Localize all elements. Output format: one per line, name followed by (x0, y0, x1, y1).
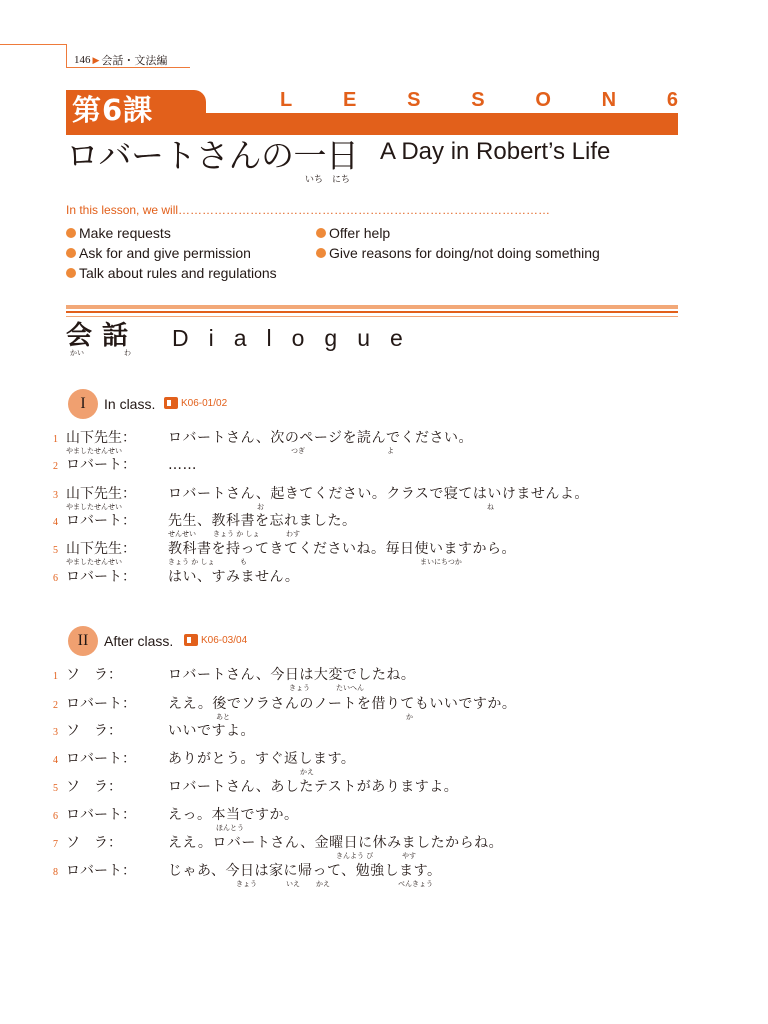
bullet-icon (66, 268, 76, 278)
speaker-name: ロバート： (66, 807, 136, 823)
furigana: わす (286, 530, 300, 538)
furigana: きょう か しょ (213, 530, 260, 538)
furigana: つぎ (291, 447, 305, 455)
section-badge: I (68, 389, 98, 419)
line-number: 4 (53, 517, 58, 528)
section-badge: II (68, 626, 98, 656)
furigana: かえ (300, 768, 314, 776)
dialogue-line: いいですよ。 (168, 723, 255, 739)
lesson-letter: S (471, 89, 485, 111)
divider (66, 316, 678, 317)
goal-item: Ask for and give permission (66, 245, 251, 261)
dialogue-line: えっ。本当ですか。 (168, 807, 299, 823)
speaker-name: ロバート： (66, 863, 136, 879)
header-rule (0, 44, 66, 45)
speaker-name: ソ ラ： (66, 835, 122, 851)
lesson-letter: O (535, 89, 551, 111)
speaker-name: 山下先生： (66, 486, 136, 502)
line-number: 7 (53, 839, 58, 850)
dialogue-line: ええ。ロバートさん、金曜日に休みましたからね。 (168, 835, 504, 851)
line-number: 4 (53, 755, 58, 766)
speaker-name: ロバート： (66, 696, 136, 712)
goals-heading: In this lesson, we will………………………………………………………………………………… (66, 203, 551, 217)
section-name: 会話・文法編 (101, 55, 168, 67)
lesson-word (280, 88, 678, 112)
furigana: も (240, 558, 247, 566)
furigana: たいへん (336, 684, 364, 692)
speaker-name: ロバート： (66, 513, 136, 529)
line-number: 8 (53, 867, 58, 878)
dialogue-heading-ja: 会話 (66, 321, 139, 351)
furigana: ほんとう (216, 824, 244, 832)
lesson-letter: S (407, 89, 421, 111)
furigana: か (406, 713, 413, 721)
section-label: After class. (104, 633, 174, 649)
speaker-name: ソ ラ： (66, 667, 122, 683)
triangle-icon: ▶ (92, 54, 100, 65)
speaker-reading: やましたせんせい (66, 558, 122, 566)
furigana: まいにちつか (420, 558, 462, 566)
speaker-reading: やましたせんせい (66, 447, 122, 455)
divider (66, 311, 678, 313)
line-number: 1 (53, 434, 58, 445)
dialogue-line: ええ。後でソラさんのノートを借りてもいいですか。 (168, 696, 517, 712)
furigana: いえ (286, 880, 300, 888)
speaker-name: ソ ラ： (66, 779, 122, 795)
bullet-icon (66, 228, 76, 238)
lesson-letter: L (280, 89, 293, 111)
line-number: 3 (53, 727, 58, 738)
lesson-title-ja: ロバートさんの一日 (66, 136, 359, 175)
line-number: 3 (53, 490, 58, 501)
speaker-name: ソ ラ： (66, 723, 122, 739)
lesson-letter: 6 (666, 89, 678, 111)
page-reference (74, 52, 167, 68)
furigana: せんせい (168, 530, 196, 538)
divider (66, 305, 678, 309)
dialogue-line: ありがとう。すぐ返します。 (168, 751, 356, 767)
lesson-letter: E (342, 89, 357, 111)
goal-item: Give reasons for doing/not doing something (316, 245, 600, 261)
dialogue-line: はい、すみません。 (168, 569, 300, 585)
line-number: 5 (53, 545, 58, 556)
furigana: やす (402, 852, 416, 860)
heading-reading: かい (70, 349, 84, 357)
heading-reading: わ (124, 349, 131, 357)
dialogue-line: ロバートさん、起きてください。クラスで寝てはいけませんよ。 (168, 486, 589, 502)
line-number: 1 (53, 671, 58, 682)
dialogue-line: …… (168, 457, 197, 473)
line-number: 5 (53, 783, 58, 794)
audio-track[interactable] (184, 634, 247, 646)
header-rule (66, 44, 67, 67)
dialogue-line: ロバートさん、今日は大変でしたね。 (168, 667, 416, 683)
page-number: 146 (74, 54, 91, 66)
furigana: かえ (316, 880, 330, 888)
speaker-name: 山下先生： (66, 430, 136, 446)
furigana: きょう (289, 684, 310, 692)
speaker-name: ロバート： (66, 569, 136, 585)
bullet-icon (316, 228, 326, 238)
lesson-letter: N (601, 89, 617, 111)
audio-track-id: K06-01/02 (181, 397, 228, 409)
bullet-icon (66, 248, 76, 258)
furigana: ね (487, 503, 494, 511)
audio-track-id: K06-03/04 (201, 634, 248, 646)
bullet-icon (316, 248, 326, 258)
line-number: 2 (53, 700, 58, 711)
dialogue-line: ロバートさん、あしたテストがありますよ。 (168, 779, 459, 795)
title-reading: いち にち (305, 175, 351, 185)
furigana: きょう か しょ (168, 558, 215, 566)
lesson-title-en: A Day in Robert’s Life (380, 138, 611, 165)
furigana: あと (216, 713, 230, 721)
line-number: 6 (53, 811, 58, 822)
furigana: きょう (236, 880, 257, 888)
line-number: 2 (53, 461, 58, 472)
furigana: お (257, 503, 264, 511)
dialogue-line: 先生、教科書を忘れました。 (168, 513, 357, 529)
line-number: 6 (53, 573, 58, 584)
speaker-name: 山下先生： (66, 541, 136, 557)
goal-item: Talk about rules and regulations (66, 265, 277, 281)
goals-heading-text: In this lesson, we will (66, 203, 179, 217)
dialogue-heading-en: Dialogue (172, 325, 423, 351)
dialogue-line: ロバートさん、次のページを読んでください。 (168, 430, 474, 446)
speaker-icon[interactable] (184, 634, 198, 646)
speaker-reading: やましたせんせい (66, 503, 122, 511)
lesson-number: 第6課 (72, 93, 154, 127)
furigana: よ (387, 447, 394, 455)
goal-item: Make requests (66, 225, 171, 241)
furigana: きんよう び (336, 852, 374, 860)
audio-track[interactable] (164, 397, 227, 409)
dialogue-line: じゃあ、今日は家に帰って、勉強します。 (168, 863, 442, 879)
goal-item: Offer help (316, 225, 390, 241)
furigana: べんきょう (398, 880, 433, 888)
speaker-name: ロバート： (66, 751, 136, 767)
section-label: In class. (104, 396, 156, 412)
speaker-name: ロバート： (66, 457, 136, 473)
dialogue-line: 教科書を持ってきてくださいね。毎日使いますから。 (168, 541, 516, 557)
speaker-icon[interactable] (164, 397, 178, 409)
